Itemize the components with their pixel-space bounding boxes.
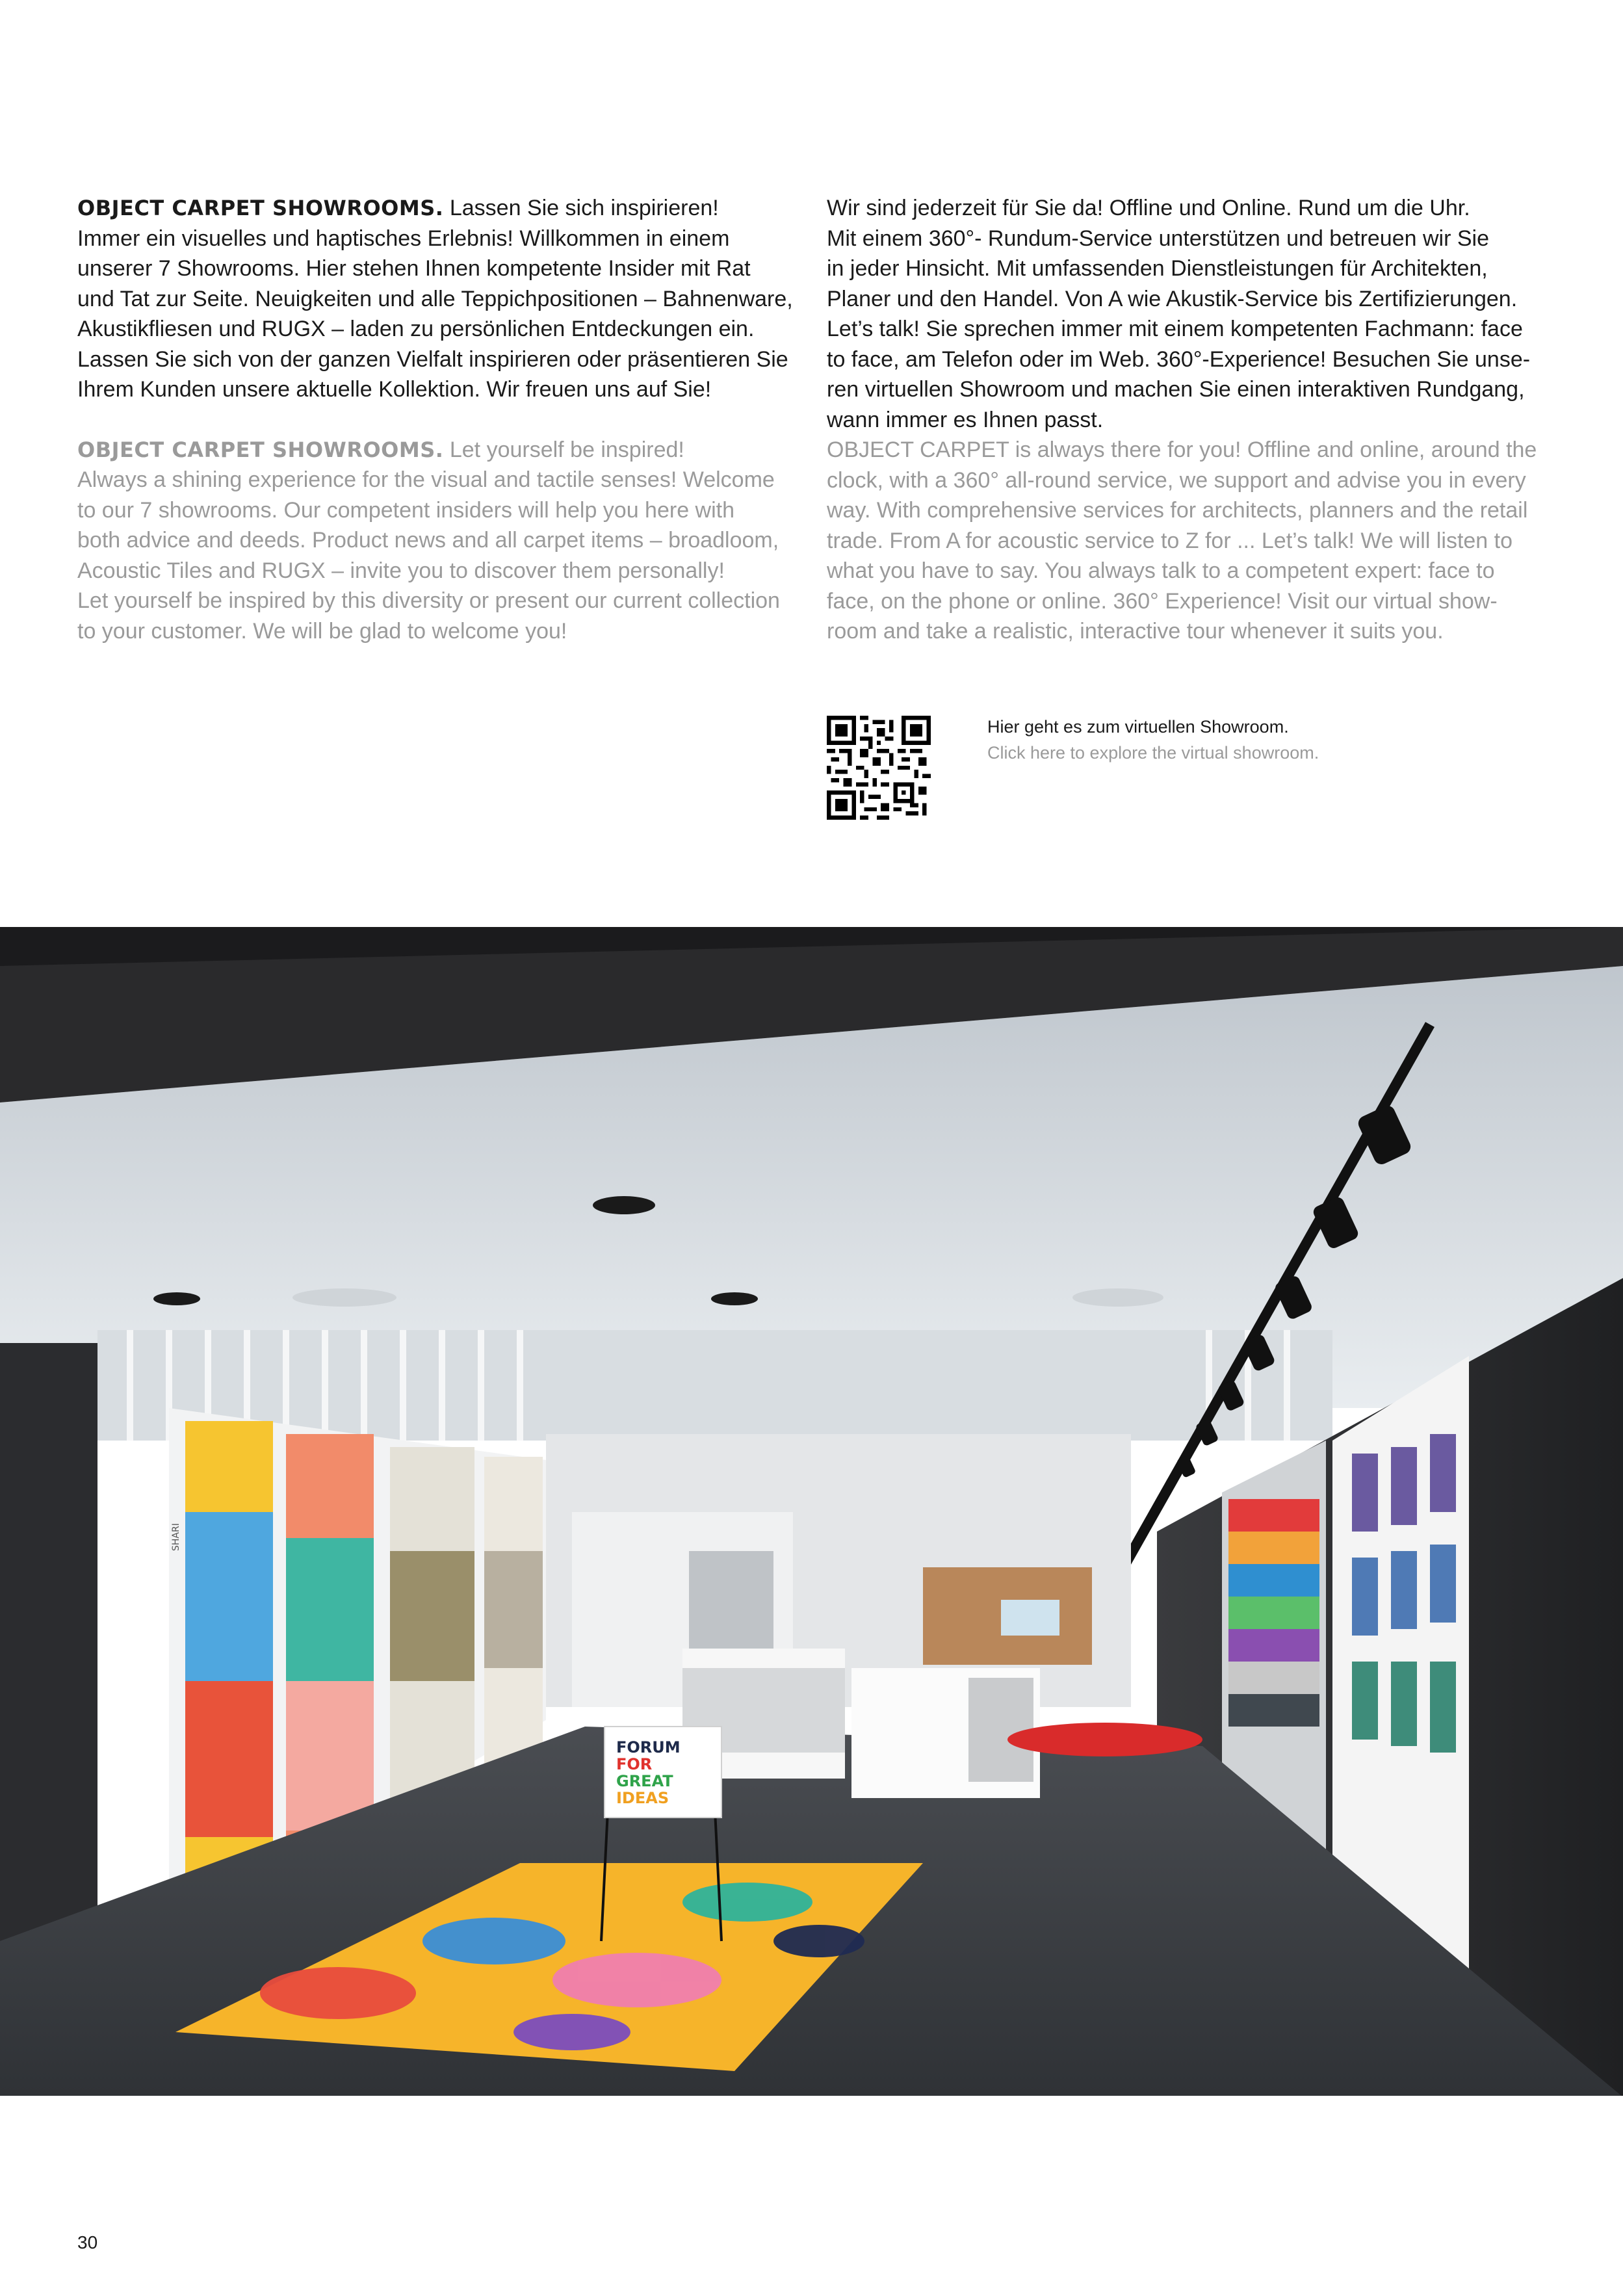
qr-caption-english: Click here to explore the virtual showroom. (987, 743, 1319, 763)
german-line: Planer und den Handel. Von A wie Akustik-Service bis Zertifizierungen. (827, 286, 1518, 311)
sign-line-ideas: IDEAS (616, 1789, 669, 1807)
english-line: face, on the phone or online. 360° Experience! Visit our virtual show- (827, 588, 1498, 614)
english-intro (77, 435, 799, 647)
english-line: way. With comprehensive services for architects, planners and the retail (827, 498, 1528, 523)
german-line: Ihrem Kunden unsere aktuelle Kollektion. Wir freuen uns auf Sie! (77, 377, 712, 402)
german-line: ren virtuellen Showroom und machen Sie einen interaktiven Rundgang, (827, 377, 1525, 402)
german-intro (77, 193, 799, 405)
english-line: to our 7 showrooms. Our competent insiders will help you here with (77, 497, 735, 523)
english-lead: OBJECT CARPET SHOWROOMS. (77, 437, 444, 462)
german-line: in jeder Hinsicht. Mit umfassenden Dienstleistungen für Architekten, (827, 256, 1488, 281)
german-line: Lassen Sie sich inspirieren! (449, 196, 719, 220)
german-line: Immer ein visuelles und haptisches Erlebnis! Willkommen in einem (77, 226, 730, 251)
english-line: OBJECT CARPET is always there for you! Offline and online, around the (827, 437, 1537, 462)
sign-line-forum: FORUM (616, 1738, 681, 1756)
english-line: clock, with a 360° all-round service, we support and advise you in every (827, 467, 1526, 493)
english-line: Always a shining experience for the visual and tactile senses! Welcome (77, 467, 775, 492)
english-line: trade. From A for acoustic service to Z for ... Let’s talk! We will listen to (827, 528, 1513, 553)
english-line: both advice and deeds. Product news and all carpet items – broadloom, (77, 528, 779, 553)
showroom-photo (0, 927, 1623, 2096)
qr-caption (987, 714, 1319, 766)
qr-caption-german: Hier geht es zum virtuellen Showroom. (987, 717, 1289, 737)
panel-label: SHARI (171, 1523, 181, 1551)
right-column (827, 193, 1555, 647)
showroom-illustration (0, 927, 1623, 2096)
german-line: wann immer es Ihnen passt. (827, 407, 1104, 432)
german-line: und Tat zur Seite. Neuigkeiten und alle Teppichpositionen – Bahnenware, (77, 286, 793, 311)
german-line: unserer 7 Showrooms. Hier stehen Ihnen kompetente Insider mit Rat (77, 256, 751, 281)
sign-line-great: GREAT (616, 1772, 673, 1790)
left-column (77, 193, 799, 646)
german-lead: OBJECT CARPET SHOWROOMS. (77, 196, 444, 220)
english-line: Let yourself be inspired by this diversity or present our current collection (77, 588, 780, 613)
german-line: Lassen Sie sich von der ganzen Vielfalt inspirieren oder präsentieren Sie (77, 346, 788, 372)
german-line: Akustikfliesen und RUGX – laden zu persönlichen Entdeckungen ein. (77, 317, 755, 341)
german-service-text (827, 193, 1555, 435)
english-service-text (827, 435, 1555, 647)
english-line: what you have to say. You always talk to a competent expert: face to (827, 558, 1495, 583)
german-line: Let’s talk! Sie sprechen immer mit einem kompetenten Fachmann: face (827, 317, 1523, 341)
english-line: Let yourself be inspired! (449, 437, 684, 462)
page-number: 30 (77, 2232, 98, 2252)
english-line: to your customer. We will be glad to welcome you! (77, 618, 567, 644)
german-line: Wir sind jederzeit für Sie da! Offline und Online. Rund um die Uhr. (827, 196, 1470, 220)
english-line: Acoustic Tiles and RUGX – invite you to discover them personally! (77, 558, 725, 583)
english-line: room and take a realistic, interactive tour whenever it suits you. (827, 619, 1444, 644)
german-line: Mit einem 360°- Rundum-Service unterstützen und betreuen wir Sie (827, 226, 1489, 251)
qr-code-icon[interactable] (827, 716, 931, 820)
sign-line-for: FOR (616, 1755, 653, 1773)
german-line: to face, am Telefon oder im Web. 360°-Experience! Besuchen Sie unse- (827, 346, 1531, 372)
